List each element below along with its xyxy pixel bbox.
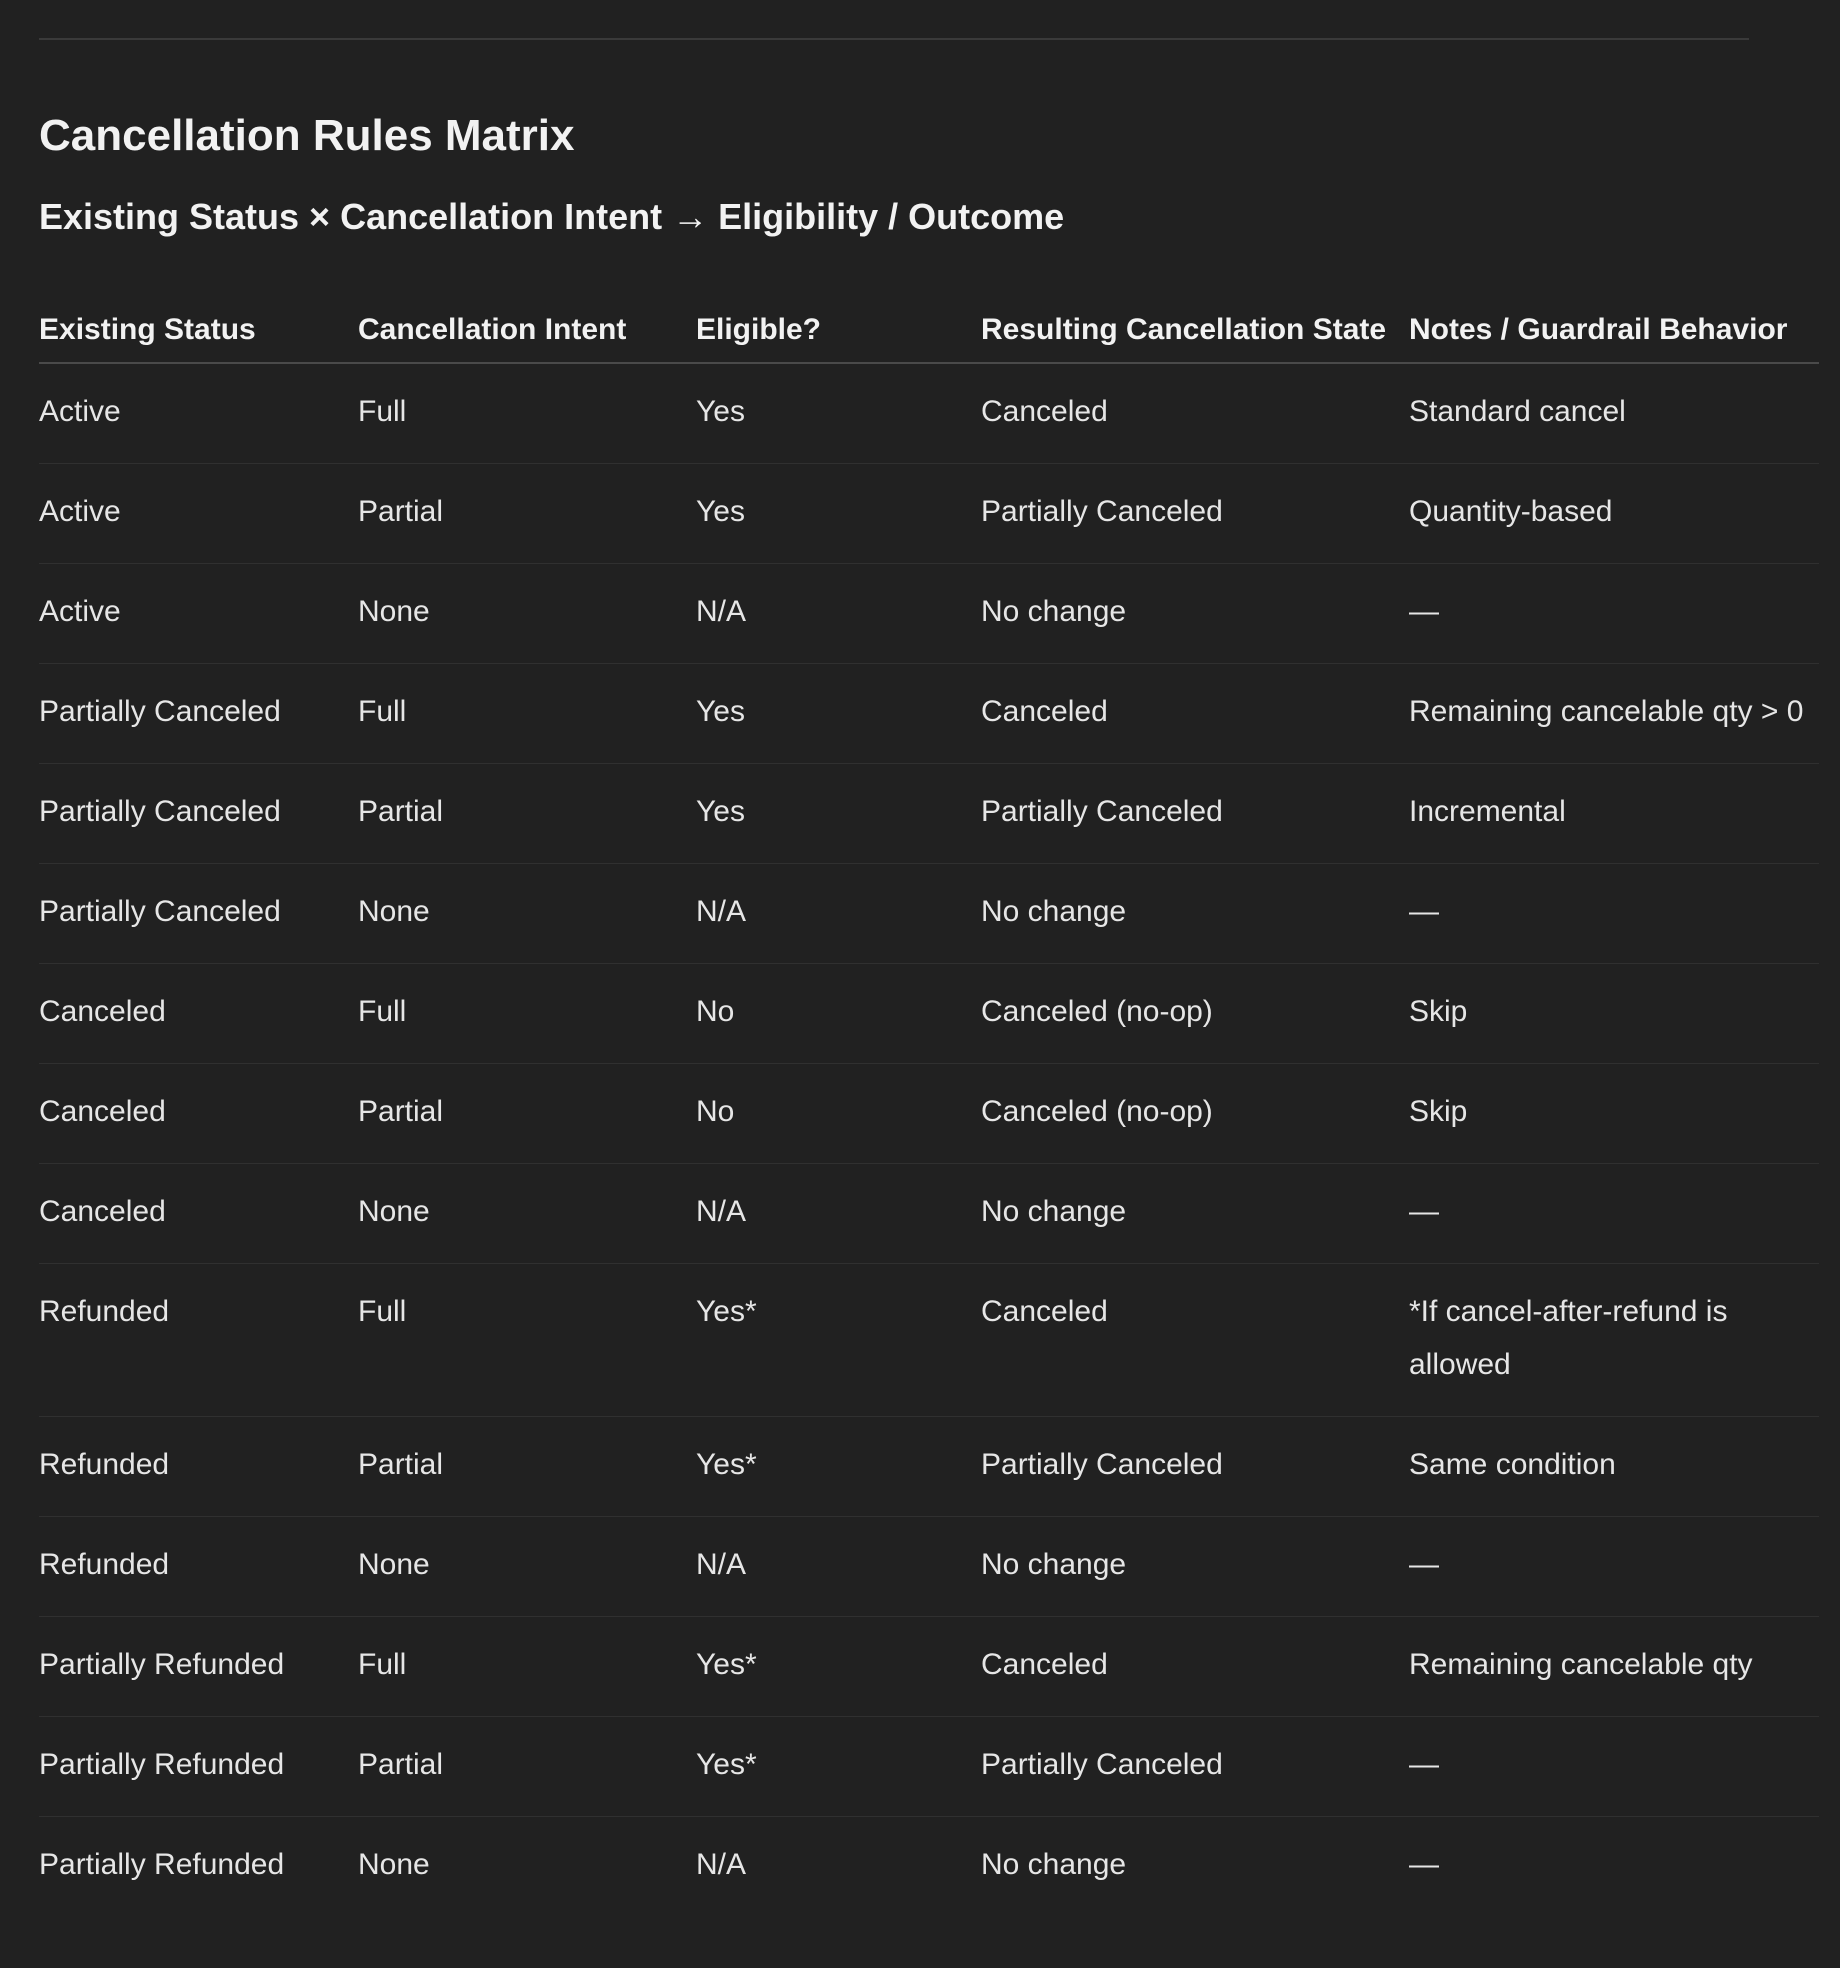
cell-existing-status: Refunded bbox=[39, 1264, 358, 1417]
cell-notes: Remaining cancelable qty > 0 bbox=[1409, 664, 1819, 764]
cell-existing-status: Refunded bbox=[39, 1417, 358, 1517]
cell-existing-status: Active bbox=[39, 363, 358, 464]
cell-cancellation-intent: None bbox=[358, 864, 696, 964]
cell-notes: Skip bbox=[1409, 964, 1819, 1064]
cell-cancellation-intent: Full bbox=[358, 363, 696, 464]
cell-resulting-state: Canceled bbox=[981, 1617, 1409, 1717]
table-row bbox=[39, 1617, 1819, 1717]
cell-resulting-state: No change bbox=[981, 564, 1409, 664]
cell-cancellation-intent: Partial bbox=[358, 464, 696, 564]
cell-cancellation-intent: Full bbox=[358, 1264, 696, 1417]
table-row bbox=[39, 363, 1819, 464]
cell-eligible: Yes bbox=[696, 464, 981, 564]
cell-existing-status: Canceled bbox=[39, 964, 358, 1064]
cell-cancellation-intent: Partial bbox=[358, 1064, 696, 1164]
cell-cancellation-intent: Full bbox=[358, 964, 696, 1064]
cell-eligible: Yes* bbox=[696, 1264, 981, 1417]
cell-cancellation-intent: None bbox=[358, 564, 696, 664]
cell-resulting-state: No change bbox=[981, 1164, 1409, 1264]
cell-existing-status: Partially Canceled bbox=[39, 664, 358, 764]
header-notes: Notes / Guardrail Behavior bbox=[1409, 268, 1819, 363]
cell-notes: — bbox=[1409, 1164, 1819, 1264]
header-cancellation-intent: Cancellation Intent bbox=[358, 268, 696, 363]
header-existing-status: Existing Status bbox=[39, 268, 358, 363]
cell-cancellation-intent: None bbox=[358, 1517, 696, 1617]
cell-resulting-state: No change bbox=[981, 1848, 1127, 1881]
cancellation-rules-table bbox=[39, 268, 1819, 1916]
cell-eligible: Yes* bbox=[696, 1617, 981, 1717]
cell-resulting-state: No change bbox=[981, 1517, 1409, 1617]
cell-cancellation-intent: None bbox=[358, 1164, 696, 1264]
cell-eligible: No bbox=[696, 964, 981, 1064]
cell-existing-status: Partially Canceled bbox=[39, 864, 358, 964]
table-row bbox=[39, 1417, 1819, 1517]
cell-resulting-state: Partially Canceled bbox=[981, 764, 1409, 864]
cell-cancellation-intent: Full bbox=[358, 664, 696, 764]
cell-notes: Quantity-based bbox=[1409, 464, 1819, 564]
cell-eligible: Yes bbox=[696, 764, 981, 864]
cell-existing-status: Partially Refunded bbox=[39, 1717, 358, 1817]
cell-resulting-state: Partially Canceled bbox=[981, 1717, 1409, 1817]
cell-existing-status: Refunded bbox=[39, 1517, 358, 1617]
table-body bbox=[39, 363, 1819, 1916]
table-row bbox=[39, 1517, 1819, 1617]
cell-existing-status: Partially Refunded bbox=[39, 1848, 285, 1881]
cell-eligible: Yes bbox=[696, 363, 981, 464]
header-eligible: Eligible? bbox=[696, 268, 981, 363]
cell-resulting-state: Partially Canceled bbox=[981, 1417, 1409, 1517]
table-row bbox=[39, 664, 1819, 764]
header-resulting-state: Resulting Cancellation State bbox=[981, 268, 1409, 363]
table-header bbox=[39, 268, 1819, 363]
cell-resulting-state: Canceled bbox=[981, 1264, 1409, 1417]
cell-notes: *If cancel-after-refund is allowed bbox=[1409, 1264, 1819, 1417]
cell-cancellation-intent: Partial bbox=[358, 1417, 696, 1517]
cell-notes: Skip bbox=[1409, 1064, 1819, 1164]
cell-eligible: N/A bbox=[696, 564, 981, 664]
cell-cancellation-intent: None bbox=[358, 1848, 430, 1881]
cell-resulting-state: Partially Canceled bbox=[981, 464, 1409, 564]
table-row bbox=[39, 1064, 1819, 1164]
cell-cancellation-intent: Partial bbox=[358, 764, 696, 864]
cell-existing-status: Canceled bbox=[39, 1064, 358, 1164]
cell-resulting-state: No change bbox=[981, 864, 1409, 964]
cell-existing-status: Canceled bbox=[39, 1164, 358, 1264]
table-row bbox=[39, 764, 1819, 864]
cell-notes: — bbox=[1409, 1717, 1819, 1817]
cell-notes: Incremental bbox=[1409, 764, 1819, 864]
header-row bbox=[39, 268, 1819, 363]
cell-notes: — bbox=[1409, 1848, 1439, 1881]
cell-eligible: No bbox=[696, 1064, 981, 1164]
table-row bbox=[39, 1817, 1819, 1917]
table-row bbox=[39, 1264, 1819, 1417]
cell-existing-status: Active bbox=[39, 464, 358, 564]
cell-notes: Same condition bbox=[1409, 1417, 1819, 1517]
cell-eligible: N/A bbox=[696, 1164, 981, 1264]
cell-cancellation-intent: Partial bbox=[358, 1717, 696, 1817]
cell-notes: — bbox=[1409, 864, 1819, 964]
cell-eligible: Yes* bbox=[696, 1717, 981, 1817]
cell-eligible: N/A bbox=[696, 1848, 747, 1881]
cell-notes: Remaining cancelable qty bbox=[1409, 1617, 1819, 1717]
cell-resulting-state: Canceled bbox=[981, 664, 1409, 764]
page-subtitle: Existing Status × Cancellation Intent → Eligibility / Outcome bbox=[39, 196, 1065, 237]
cell-resulting-state: Canceled (no-op) bbox=[981, 964, 1409, 1064]
cell-notes: — bbox=[1409, 564, 1819, 664]
top-divider bbox=[39, 38, 1749, 40]
cell-notes: Standard cancel bbox=[1409, 363, 1819, 464]
table-row bbox=[39, 564, 1819, 664]
cell-resulting-state: Canceled (no-op) bbox=[981, 1064, 1409, 1164]
cell-existing-status: Partially Refunded bbox=[39, 1617, 358, 1717]
table-row bbox=[39, 864, 1819, 964]
page-title: Cancellation Rules Matrix bbox=[39, 111, 575, 160]
table-row bbox=[39, 1717, 1819, 1817]
cell-notes: — bbox=[1409, 1517, 1819, 1617]
cell-existing-status: Partially Canceled bbox=[39, 764, 358, 864]
cell-eligible: Yes* bbox=[696, 1417, 981, 1517]
table-row bbox=[39, 464, 1819, 564]
cell-eligible: Yes bbox=[696, 664, 981, 764]
cell-cancellation-intent: Full bbox=[358, 1617, 696, 1717]
cell-eligible: N/A bbox=[696, 1517, 981, 1617]
table-row bbox=[39, 1164, 1819, 1264]
cell-resulting-state: Canceled bbox=[981, 363, 1409, 464]
cell-existing-status: Active bbox=[39, 564, 358, 664]
cell-eligible: N/A bbox=[696, 864, 981, 964]
table-row bbox=[39, 964, 1819, 1064]
